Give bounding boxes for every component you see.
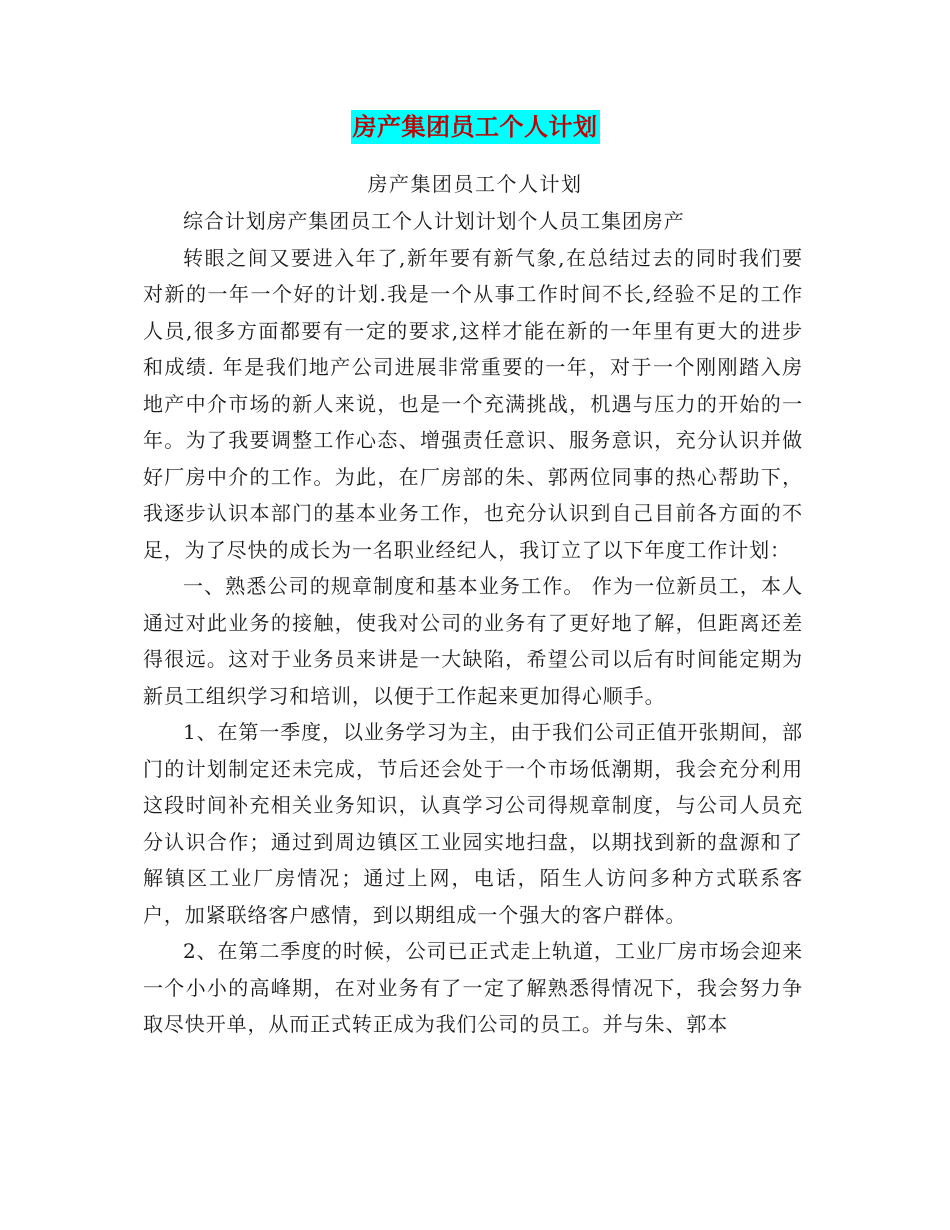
title-wrap [0,110,950,144]
body-paragraph-section-one: 一、熟悉公司的规章制度和基本业务工作。 作为一位新员工，本人通过对此业务的接触，使我对公司的业务有了更好地了解，但距离还差得很远。这对于业务员来讲是一大缺陷，希望公司以后有时间能定期为新员工组织学习和培训，以便于工作起来更加得心顺手。 [143,574,803,708]
body-paragraph-keywords: 综合计划房产集团员工个人计划计划个人员工集团房产 [183,209,685,233]
document-body [143,203,803,1043]
body-paragraph-item-two: 2、在第二季度的时候，公司已正式走上轨道，工业厂房市场会迎来一个小小的高峰期，在对业务有了一定了解熟悉得情况下，我会努力争取尽快开单，从而正式转正成为我们公司的员工。并与朱、郭本 [143,939,803,1036]
document-subtitle: 房产集团员工个人计划 [367,172,583,196]
body-paragraph-intro: 转眼之间又要进入年了,新年要有新气象,在总结过去的同时我们要对新的一年一个好的计划.我是一个从事工作时间不长,经验不足的工作人员,很多方面都要有一定的要求,这样才能在新的一年里有更大的进步和成绩. 年是我们地产公司进展非常重要的一年，对于一个刚刚踏入房地产中介市场的新人来说，也是一个充满挑战，机遇与压力的开始的一年。为了我要调整工作心态、增强责任意识、服务意识，充分认识并做好厂房中介的工作。为此，在厂房部的朱、郭两位同事的热心帮助下，我逐步认识本部门的基本业务工作，也充分认识到自己目前各方面的不足，为了尽快的成长为一名职业经纪人，我订立了以下年度工作计划： [143,245,803,562]
document-title: 房产集团员工个人计划 [351,110,600,144]
body-paragraph-item-one: 1、在第一季度，以业务学习为主，由于我们公司正值开张期间，部门的计划制定还未完成，节后还会处于一个市场低潮期，我会充分利用这段时间补充相关业务知识，认真学习公司得规章制度，与公司人员充分认识合作；通过到周边镇区工业园实地扫盘，以期找到新的盘源和了解镇区工业厂房情况；通过上网，电话，陌生人访问多种方式联系客户，加紧联络客户感情，到以期组成一个强大的客户群体。 [143,720,803,927]
